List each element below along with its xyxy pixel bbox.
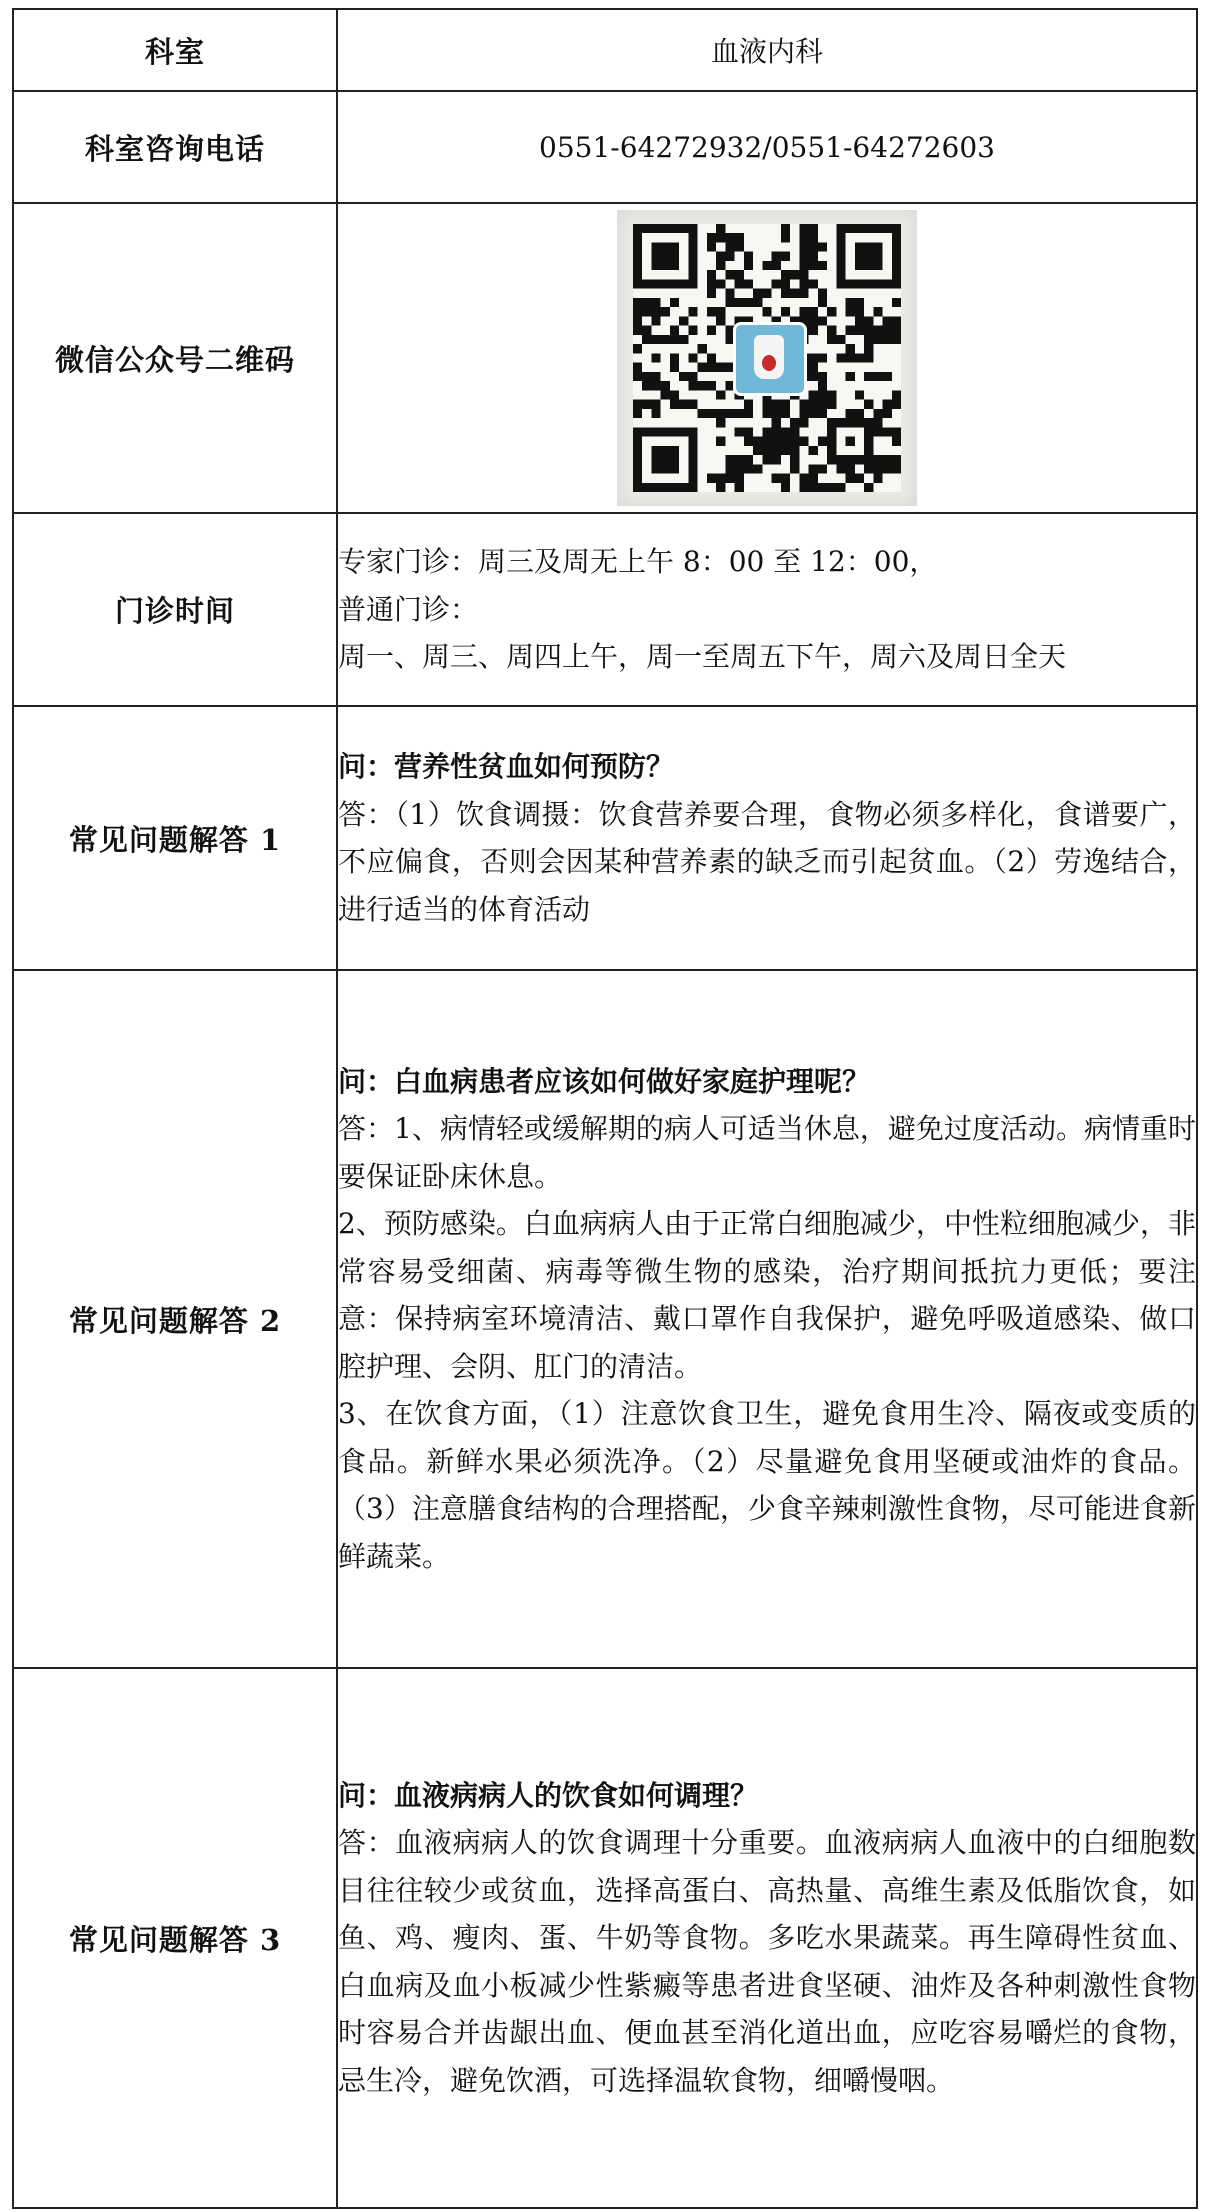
- clinic-hours-line: 周一、周三、周四上午，周一至周五下午，周六及周日全天: [338, 640, 1067, 674]
- faq-1-label: 常见问题解答 1: [13, 706, 337, 970]
- row-phone: [13, 91, 1197, 203]
- faq-3-content: [337, 1668, 1197, 2208]
- faq-1-question: 问：营养性贫血如何预防？: [338, 750, 675, 783]
- faq-3-question: 问：血液病病人的饮食如何调理？: [338, 1778, 759, 1812]
- wechat-label: 微信公众号二维码: [13, 203, 337, 513]
- department-value: 血液内科: [337, 9, 1197, 91]
- faq-2-answer-paragraph: 3、在饮食方面，（1）注意饮食卫生，避免食用生冷、隔夜或变质的食品。新鲜水果必须洗净。（2）尽量避免食用坚硬或油炸的食品。（3）注意膳食结构的合理搭配，少食辛辣刺激性食物，尽可能进食新鲜蔬菜。: [338, 1397, 1196, 1573]
- blood-bag-logo-icon: [733, 322, 807, 396]
- row-faq-3: [13, 1668, 1197, 2208]
- faq-2-content: [337, 970, 1197, 1668]
- clinic-hours-line: 普通门诊：: [338, 592, 479, 626]
- department-label: 科室: [13, 9, 337, 91]
- row-wechat: [13, 203, 1197, 513]
- faq-2-label: 常见问题解答 2: [13, 970, 337, 1668]
- row-department: [13, 9, 1197, 91]
- wechat-qr-cell: [337, 203, 1197, 513]
- clinic-hours-label: 门诊时间: [13, 513, 337, 706]
- faq-2-question: 问：白血病患者应该如何做好家庭护理呢？: [338, 1064, 871, 1098]
- faq-3-label: 常见问题解答 3: [13, 1668, 337, 2208]
- row-faq-1: [13, 706, 1197, 970]
- faq-2-answer-paragraph: 2、预防感染。白血病病人由于正常白细胞减少，中性粒细胞减少，非常容易受细菌、病毒等微生物的感染，治疗期间抵抗力更低；要注意：保持病室环境清洁、戴口罩作自我保护，避免呼吸道感染、做口腔护理、会阴、肛门的清洁。: [338, 1207, 1196, 1383]
- row-faq-2: [13, 970, 1197, 1668]
- faq-3-answer: 答：血液病病人的饮食调理十分重要。血液病病人血液中的白细胞数目往往较少或贫血，选择高蛋白、高热量、高维生素及低脂饮食，如鱼、鸡、瘦肉、蛋、牛奶等食物。多吃水果蔬菜。再生障碍性贫血、白血病及血小板减少性紫癜等患者进食坚硬、油炸及各种刺激性食物时容易合并齿龈出血、便血甚至消化道出血，应吃容易嚼烂的食物，忌生冷，避免饮酒，可选择温软食物，细嚼慢咽。: [338, 1826, 1196, 2097]
- wechat-qr-code-image: [617, 210, 917, 506]
- department-info-table: [12, 8, 1198, 2209]
- clinic-hours-line: 专家门诊：周三及周无上午 8：00 至 12：00，: [338, 545, 938, 579]
- phone-value: 0551-64272932/0551-64272603: [337, 91, 1197, 203]
- faq-1-answer: 答：（1）饮食调摄：饮食营养要合理，食物必须多样化，食谱要广，不应偏食，否则会因某种营养素的缺乏而引起贫血。（2）劳逸结合，进行适当的体育活动: [338, 797, 1196, 926]
- row-clinic-hours: [13, 513, 1197, 706]
- clinic-hours-content: [337, 513, 1197, 706]
- phone-label: 科室咨询电话: [13, 91, 337, 203]
- faq-1-content: [337, 706, 1197, 970]
- faq-2-answer-paragraph: 答：1、病情轻或缓解期的病人可适当休息，避免过度活动。病情重时要保证卧床休息。: [338, 1112, 1196, 1193]
